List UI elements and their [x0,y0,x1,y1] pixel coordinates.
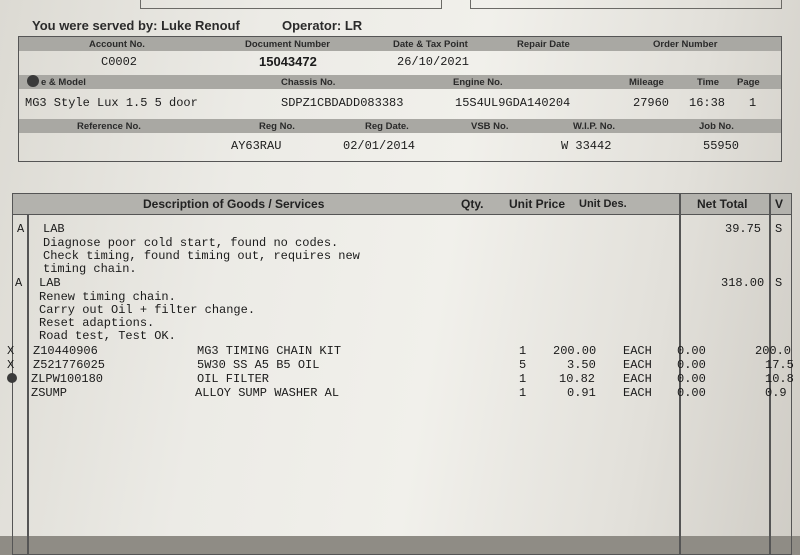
label-account-no: Account No. [89,39,145,50]
part2-desc: 5W30 SS A5 B5 OIL [197,358,320,372]
part4-qty: 1 [519,386,527,400]
label-order-number: Order Number [653,39,718,50]
top-box-left [140,0,442,9]
part2-unit: EACH [623,358,652,372]
lab2-line-2: Carry out Oil + filter change. [39,303,256,317]
part1-total: 200.0 [755,344,792,358]
part3-disc: 0.00 [677,372,706,386]
col-unit-price: Unit Price [509,197,566,211]
lab1-line-1: Diagnose poor cold start, found no codes. [43,236,339,250]
part4-desc: ALLOY SUMP WASHER AL [195,386,340,400]
vehicle-info-box [18,36,782,162]
lab2-line-1: Renew timing chain. [39,290,176,304]
served-by: You were served by: Luke Renouf [32,18,240,33]
part1-flag: X [7,344,15,358]
part2-disc: 0.00 [677,358,706,372]
top-box-right [470,0,782,9]
account-no: C0002 [101,55,138,69]
part3-code: ZLPW100180 [31,372,104,386]
label-reg-date: Reg Date. [365,121,409,132]
part4-code: ZSUMP [31,386,68,400]
label-chassis-no: Chassis No. [281,77,336,88]
divider-code [27,214,29,554]
reg-no: AY63RAU [231,139,282,153]
label-document-number: Document Number [245,39,330,50]
lab2-vat: S [775,276,783,290]
label-reg-no: Reg No. [259,121,295,132]
part2-code: Z521776025 [33,358,106,372]
label-time: Time [697,77,720,88]
engine-no: 15S4UL9GDA140204 [455,96,571,110]
col-net-total: Net Total [697,197,748,211]
part2-total: 17.5 [765,358,794,372]
lab2-code: A [15,276,23,290]
part3-total: 10.8 [765,372,794,386]
lab2-total: 318.00 [721,276,765,290]
label-reference-no: Reference No. [77,121,141,132]
lab2-title: LAB [39,276,61,290]
col-qty: Qty. [461,197,484,211]
part4-price: 0.91 [567,386,596,400]
info-band-2 [19,75,781,89]
label-vsb-no: VSB No. [471,121,509,132]
label-job-no: Job No. [699,121,734,132]
lab2-line-4: Road test, Test OK. [39,329,176,343]
lab1-code: A [17,222,25,236]
label-wip-no: W.I.P. No. [573,121,616,132]
label-make-model: e & Model [41,77,86,88]
table-header [13,194,791,215]
punch-hole [27,75,39,87]
col-unit-des: Unit Des. [579,198,627,210]
lab1-title: LAB [43,222,65,236]
line-items-table [7,193,794,555]
document-number: 15043472 [259,54,317,69]
part4-total: 0.9 [765,386,787,400]
lab2-line-3: Reset adaptions. [39,316,155,330]
punch-hole-2 [7,373,17,383]
operator: Operator: LR [282,18,363,33]
part2-qty: 5 [519,358,527,372]
wip-no: W 33442 [561,139,612,153]
make-model: MG3 Style Lux 1.5 5 door [25,96,198,110]
part1-price: 200.00 [553,344,597,358]
lab1-vat: S [775,222,783,236]
label-repair-date: Repair Date [517,39,570,50]
part4-disc: 0.00 [677,386,706,400]
label-engine-no: Engine No. [453,77,503,88]
time: 16:38 [689,96,726,110]
label-mileage: Mileage [629,77,664,88]
part2-flag: X [7,358,15,372]
lab1-total: 39.75 [725,222,762,236]
part1-desc: MG3 TIMING CHAIN KIT [197,344,342,358]
lab1-line-3: timing chain. [43,262,137,276]
label-page: Page [737,77,760,88]
date-tax-point: 26/10/2021 [397,55,470,69]
part1-code: Z10440906 [33,344,98,358]
job-no: 55950 [703,139,740,153]
chassis-no: SDPZ1CBDADD083383 [281,96,404,110]
part4-unit: EACH [623,386,652,400]
part1-unit: EACH [623,344,652,358]
col-description: Description of Goods / Services [143,197,325,211]
part3-price: 10.82 [559,372,596,386]
reg-date: 02/01/2014 [343,139,416,153]
part2-price: 3.50 [567,358,596,372]
mileage: 27960 [633,96,670,110]
col-vat: V [775,197,784,211]
part3-desc: OIL FILTER [197,372,270,386]
part3-unit: EACH [623,372,652,386]
label-date-tax-point: Date & Tax Point [393,39,468,50]
part1-disc: 0.00 [677,344,706,358]
part1-qty: 1 [519,344,527,358]
part3-qty: 1 [519,372,527,386]
lab1-line-2: Check timing, found timing out, requires new [43,249,360,263]
page-number: 1 [749,96,757,110]
